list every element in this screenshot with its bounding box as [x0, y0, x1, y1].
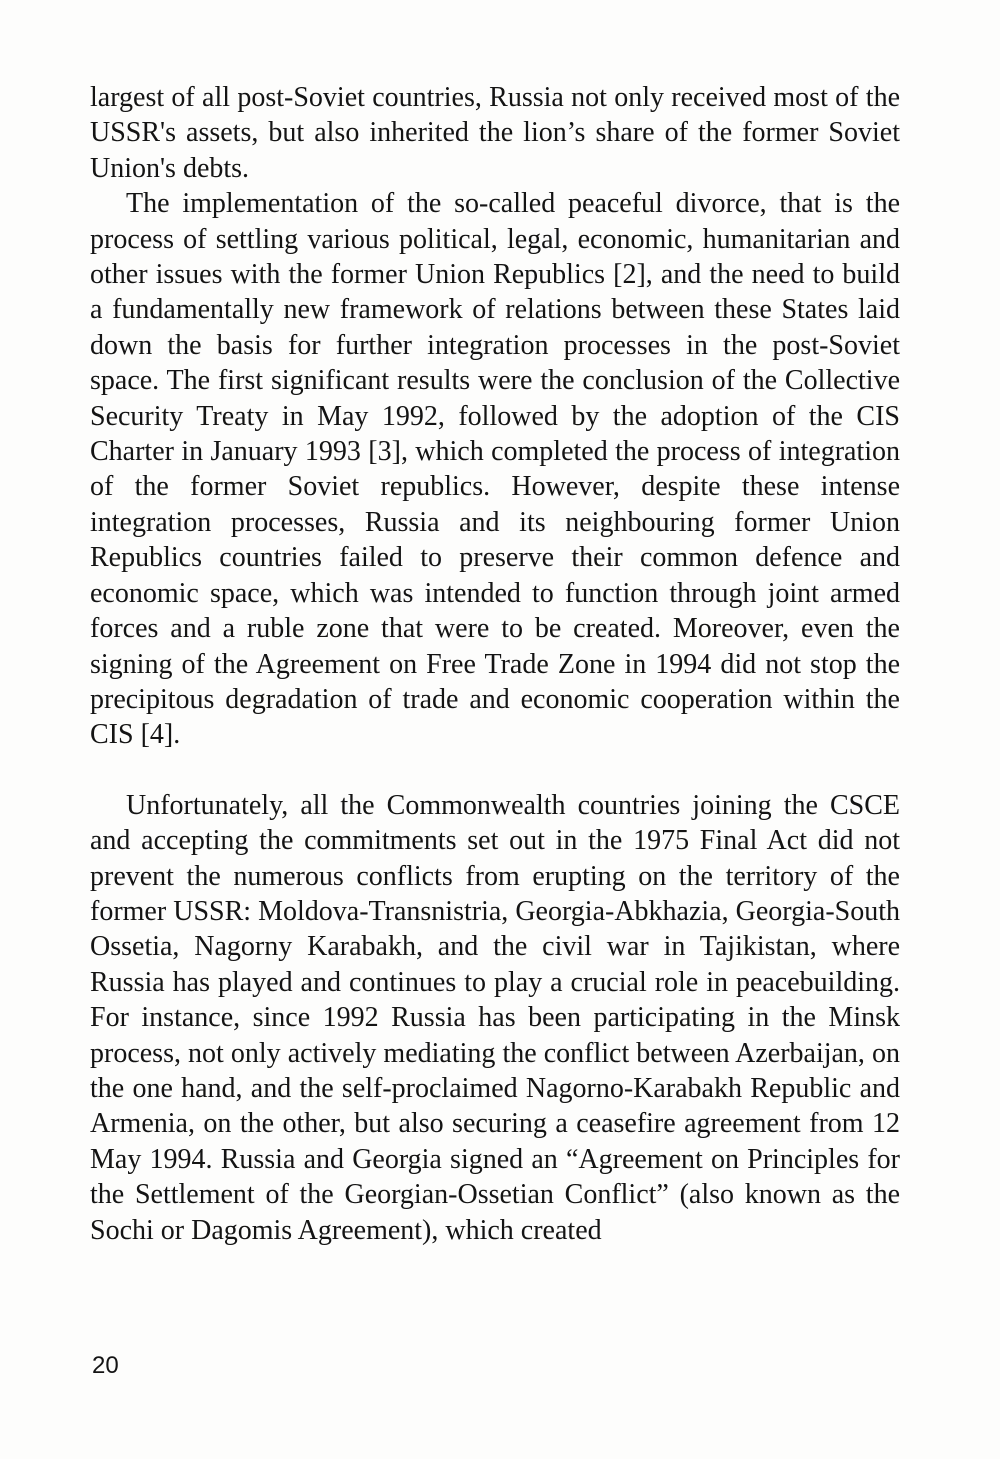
paragraph-continuation: largest of all post-Soviet countries, Russia not only received most of the USSR's assets, but also inherited the lion’s share of the former Soviet Union's debts. [90, 82, 900, 184]
paragraph-conflicts: Unfortunately, all the Commonwealth countries joining the CSCE and accepting the commitments set out in the 1975 Final Act did not prevent the numerous conflicts from erupting on the territory of the former USSR: Moldova-Transnistria, Georgia-Abkhazia, Georgia-South Ossetia, Nagorny Karabakh, and the civil war in Tajikistan, where Russia has played and continues to play a crucial role in peacebuilding. For instance, since 1992 Russia has been participating in the Minsk process, not only actively mediating the conflict between Azerbaijan, on the one hand, and the self-proclaimed Nagorno-Karabakh Republic and Armenia, on the other, but also securing a ceasefire agreement from 12 May 1994. Russia and Georgia signed an “Agreement on Principles for the Settlement of the Georgian-Ossetian Conflict” (also known as the Sochi or Dagomis Agreement), which created [90, 789, 900, 1246]
body-text [90, 80, 900, 1248]
paragraph-peaceful-divorce: The implementation of the so-called peaceful divorce, that is the process of settling various political, legal, economic, humanitarian and other issues with the former Union Republics [2], and the need to build a fundamentally new framework of relations between these States laid down the basis for further integration processes in the post-Soviet space. The first significant results were the conclusion of the Collective Security Treaty in May 1992, followed by the adoption of the CIS Charter in January 1993 [3], which completed the process of integration of the former Soviet republics. However, despite these intense integration processes, Russia and its neighbouring former Union Republics countries failed to preserve their common defence and economic space, which was intended to function through joint armed forces and a ruble zone that were to be created. Moreover, even the signing of the Agreement on Free Trade Zone in 1994 did not stop the precipitous degradation of trade and economic cooperation within the CIS [4]. [90, 188, 900, 751]
page-number: 20 [92, 1352, 119, 1379]
